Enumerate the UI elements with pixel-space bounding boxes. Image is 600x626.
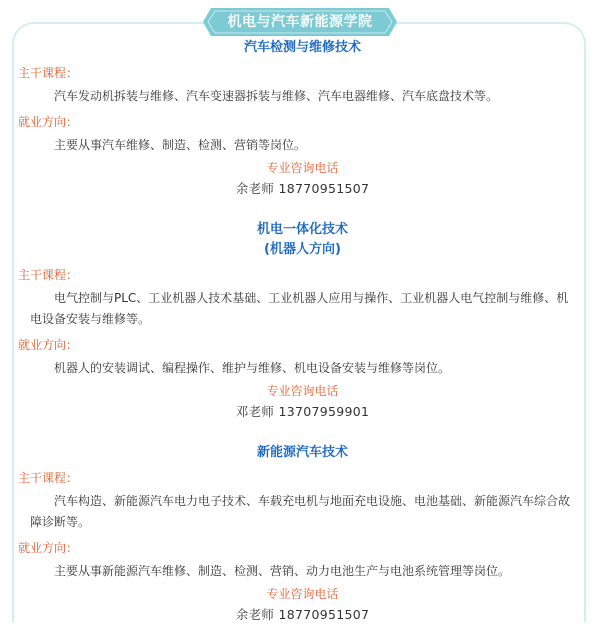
- jobs-text: 主要从事新能源汽车维修、制造、检测、营销、动力电池生产与电池系统管理等岗位。: [54, 564, 511, 578]
- section-gap: [30, 423, 575, 443]
- section-gap: [30, 200, 575, 220]
- header-banner: [203, 8, 397, 36]
- hotline-label: 专业咨询电话: [266, 587, 339, 601]
- jobs-text: 主要从事汽车维修、制造、检测、营销等岗位。: [54, 138, 307, 152]
- courses-label: 主干课程：: [18, 66, 79, 80]
- contact-phone: 邓老师 13707959901: [235, 404, 370, 419]
- courses-text: 电气控制与PLC、工业机器人技术基础、工业机器人应用与操作、工业机器人电气控制与维修、机电设备安装与维修等。: [30, 291, 569, 326]
- contact-phone: 余老师 18770951507: [235, 181, 370, 196]
- courses-text: 汽车发动机拆装与维修、汽车变速器拆装与维修、汽车电器维修、汽车底盘技术等。: [54, 89, 499, 103]
- jobs-label: 就业方向：: [18, 338, 79, 352]
- header-title: 机电与汽车新能源学院: [227, 14, 373, 30]
- courses-label: 主干课程：: [18, 268, 79, 282]
- major-section: [18, 443, 575, 626]
- hotline-label: 专业咨询电话: [266, 384, 339, 398]
- major-title: 汽车检测与维修技术: [243, 40, 361, 55]
- major-title: 机电一体化技术: [256, 222, 348, 237]
- hotline-label: 专业咨询电话: [266, 161, 339, 175]
- courses-label: 主干课程：: [18, 471, 79, 485]
- jobs-text: 机器人的安装调试、编程操作、维护与维修、机电设备安装与维修等岗位。: [54, 361, 451, 375]
- major-title: 新能源汽车技术: [256, 445, 348, 460]
- major-section: [18, 38, 575, 200]
- major-section: [18, 220, 575, 423]
- contact-phone: 余老师 18770951507: [235, 607, 370, 622]
- content: [18, 38, 575, 626]
- jobs-label: 就业方向：: [18, 115, 79, 129]
- major-subtitle: (机器人方向): [264, 242, 341, 257]
- jobs-label: 就业方向：: [18, 541, 79, 555]
- courses-text: 汽车构造、新能源汽车电力电子技术、车载充电机与地面充电设施、电池基础、新能源汽车综合故障诊断等。: [30, 494, 571, 529]
